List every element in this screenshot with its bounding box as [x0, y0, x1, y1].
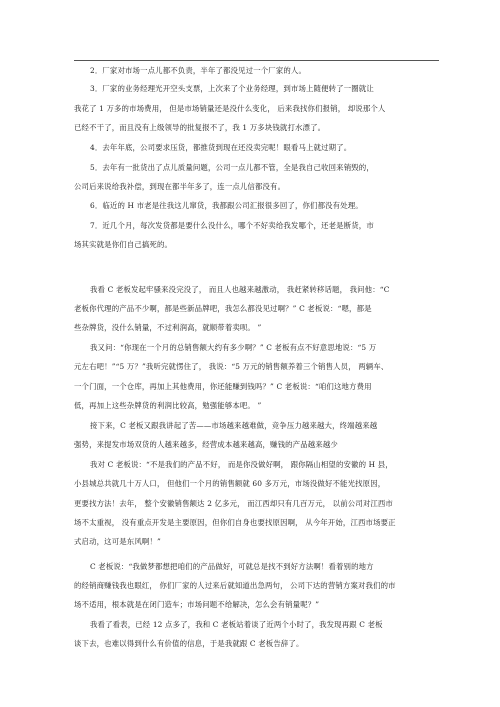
paragraph-line: 4．去年年底，公司要求压货，都推货到现在还没卖完呢！眼看马上就过期了。 [90, 143, 352, 152]
paragraph-line: 更要找方法！去年， 整个安徽销售额达 2 亿多元， 而江西却只有几百万元， 以前公司对江西市 [74, 499, 393, 508]
paragraph-line: 低，再加上这些杂牌货的利润比较高，勉强能够本吧。 ” [74, 401, 262, 410]
paragraph-line: 2．厂家对市场一点儿都不负责，半年了都没见过一个厂家的人。 [90, 66, 306, 75]
paragraph-line: 我看了看表，已经 12 点多了，我和 C 老板站着谈了近两个小时了，我发现再跟 C 老板 [90, 620, 383, 629]
paragraph-line: 7．近几个月，每次发货都是要什么没什么，哪个不好卖给我发哪个，还老是断货，市 [90, 221, 374, 230]
paragraph-line: 式启动，这可是东风啊！” [74, 537, 161, 546]
paragraph-line: 接下来，C 老板又跟我讲起了苦——市场越来越难做，竞争压力越来越大，终端越来越 [90, 421, 378, 430]
paragraph-line: 我花了 1 万多的市场费用， 但是市场销量还是没什么变化， 后来我找你们报销， 却说那个人 [74, 104, 386, 113]
paragraph-line: 谈下去，也难以得到什么有价值的信息，于是我就跟 C 老板告辞了。 [74, 639, 304, 648]
paragraph-line: 的经销商赚钱我也眼红， 你们厂家的人过来后就知道出急两句， 公司下达的营销方案对我们的市 [74, 581, 396, 590]
paragraph-line: 小县城总共就几十万人口， 但他们一个月的销售额就 60 多万元，市场没做好不能光找原因， [74, 479, 386, 488]
paragraph-line: C 老板说：“我做梦都想把咱们的产品做好，可就总是找不到好方法啊！看着别的地方 [90, 562, 374, 571]
paragraph-line: 一个门面，一个仓库，再加上其他费用，你还能赚到钱吗？” C 老板说：“咱们这地方费用 [74, 382, 372, 391]
paragraph-line: 3．厂家的业务经理光开空头支票，上次来了个业务经理，到市场上随便转了一圈就让 [90, 84, 374, 93]
paragraph-line: 老板你代理的产品不少啊，都是些新品牌吧，我怎么都没见过啊？” C 老板说：“嗯，都是 [74, 304, 372, 313]
paragraph-line: 公司后来说给我补偿，到现在都半年多了，连一点儿信都没有。 [74, 182, 286, 191]
paragraph-line: 我对 C 老板说：“不是我们的产品不好， 而是你没做好啊， 跟你隔山相望的安徽的 H 县， [90, 460, 393, 469]
paragraph-line: 场其实就是你们自己搞死的。 [74, 240, 173, 249]
paragraph-line: 我又问：“你现在一个月的总销售额大约有多少啊？” C 老板有点不好意思地说：“5 万 [90, 343, 377, 352]
paragraph-line: 强势，来提发市场双货的人越来越多，经营成本越来越高，赚钱的产品越来越少 [74, 440, 338, 449]
paragraph-line: 6．临近的 H 市老是往我这儿窜货，我都跟公司汇报很多回了，你们都没有处理。 [90, 201, 363, 210]
paragraph-line: 些杂牌货，没什么销量，不过利润高，就顺带着卖呗。 ” [74, 323, 262, 332]
paragraph-line: 场不太重视， 没有重点开发是主要原因，但你们自身也要找原因啊， 从今年开始，江西市场要正 [74, 518, 396, 527]
paragraph-line: 元左右吧！”“5 万？”我听完就愣住了， 我说：“5 万元的销售额养着三个销售人员， 两辆车、 [74, 362, 389, 371]
paragraph-line: 已经不干了，而且没有上级领导的批复报不了，我 1 万多块钱就打水漂了。 [74, 123, 326, 132]
paragraph-line: 5．去年有一批货出了点儿质量问题，公司一点儿都不管，全是我自己收回来销毁的， [90, 163, 374, 172]
paragraph-line: 我看 C 老板发起牢骚来没完没了， 而且人也越来越激动， 我赶紧转移话题， 我问他：“C [90, 285, 390, 294]
paragraph-line: 场不适用，根本就是在闭门造车；市场问题不给解决，怎么会有销量呢？” [74, 600, 320, 609]
header-rule [74, 60, 439, 61]
